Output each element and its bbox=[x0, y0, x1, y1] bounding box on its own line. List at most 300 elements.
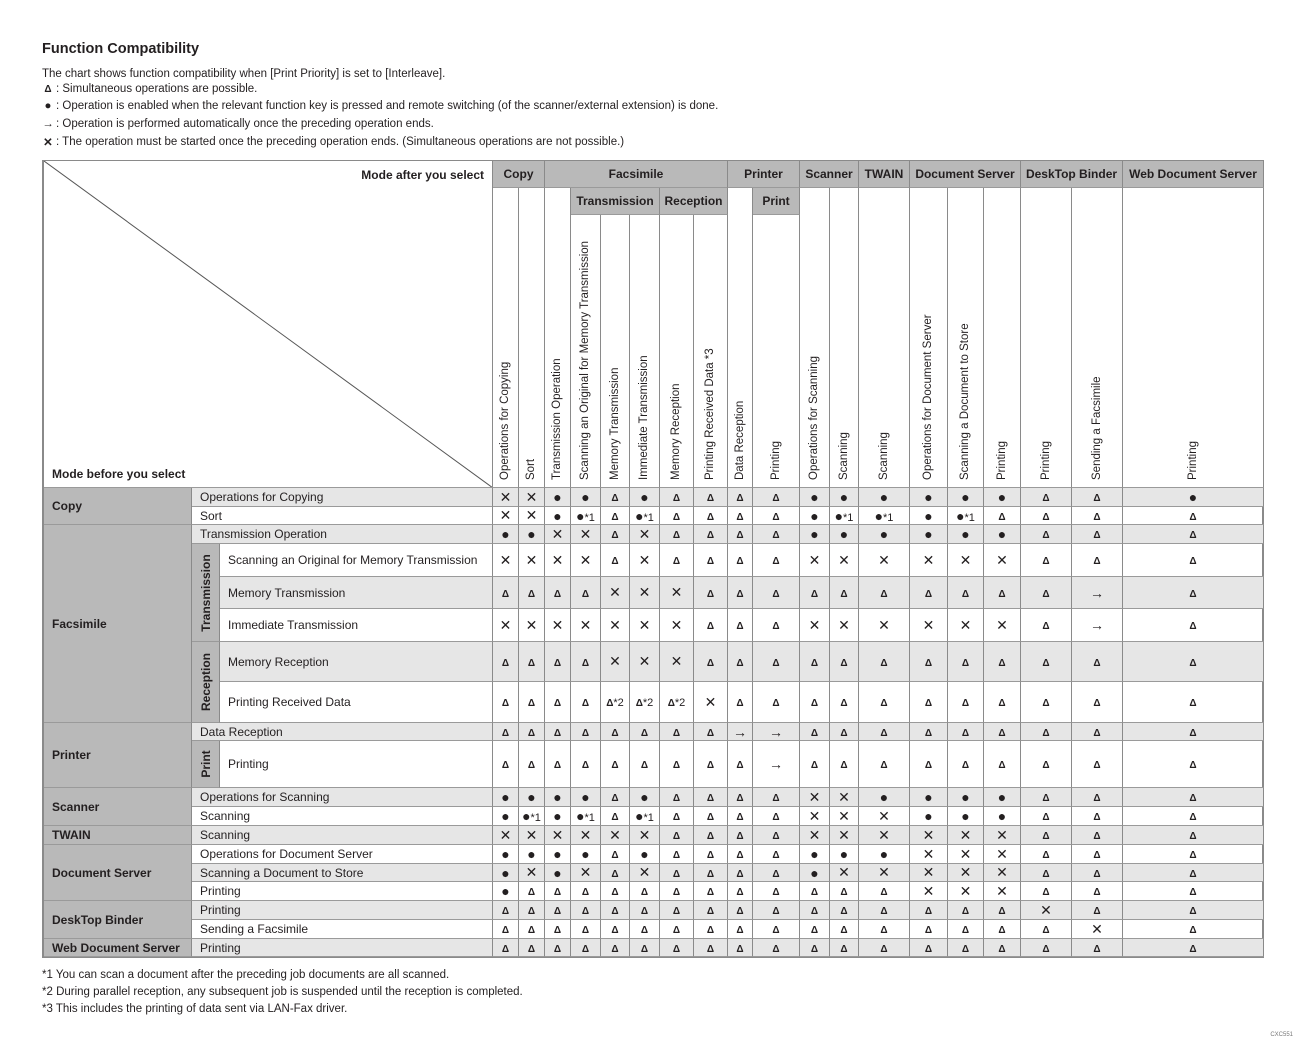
table-cell bbox=[948, 488, 984, 507]
triangle-icon: Δ bbox=[1093, 793, 1101, 804]
table-cell bbox=[984, 525, 1021, 544]
triangle-icon: Δ bbox=[672, 868, 681, 880]
table-cell bbox=[910, 920, 948, 939]
cell-value bbox=[526, 489, 538, 506]
table-cell bbox=[519, 544, 545, 577]
triangle-icon: Δ bbox=[1042, 812, 1050, 823]
cell-value bbox=[1042, 847, 1049, 861]
table-cell bbox=[728, 939, 753, 957]
cell-value bbox=[840, 526, 848, 542]
table-cell bbox=[1021, 507, 1072, 525]
cell-value bbox=[502, 655, 509, 669]
table-cell bbox=[545, 845, 571, 864]
filled-circle-icon: ● bbox=[581, 846, 590, 862]
column-header-label: Scanning bbox=[837, 432, 850, 480]
cell-value bbox=[772, 903, 779, 917]
table-cell bbox=[753, 488, 800, 507]
cell-value bbox=[772, 922, 779, 936]
triangle-icon: Δ bbox=[672, 760, 681, 771]
filled-circle-icon: ● bbox=[553, 846, 562, 862]
cell-value bbox=[998, 757, 1005, 771]
triangle-icon: Δ bbox=[611, 793, 619, 804]
table-cell bbox=[1072, 723, 1123, 741]
cell-value bbox=[1042, 790, 1049, 804]
column-header bbox=[694, 215, 728, 488]
triangle-icon: Δ bbox=[880, 698, 888, 709]
cell-value bbox=[528, 922, 535, 936]
table-cell bbox=[519, 864, 545, 882]
table-cell bbox=[1021, 609, 1072, 642]
triangle-icon: Δ bbox=[527, 760, 536, 771]
cell-value bbox=[639, 617, 651, 634]
cell-value bbox=[880, 884, 887, 898]
filled-circle-icon: ● bbox=[553, 808, 562, 824]
cell-value bbox=[611, 809, 618, 823]
cell-value bbox=[673, 809, 680, 823]
cell-value bbox=[878, 617, 890, 634]
triangle-icon: Δ bbox=[1042, 831, 1050, 842]
legend-tri-icon: Δ bbox=[44, 83, 52, 95]
cell-value bbox=[925, 903, 932, 917]
table-cell bbox=[545, 807, 571, 826]
cell-value bbox=[582, 757, 589, 771]
table-cell bbox=[601, 642, 630, 682]
filled-circle-icon: ● bbox=[640, 789, 649, 805]
triangle-icon: Δ bbox=[501, 657, 510, 669]
table-cell bbox=[660, 845, 694, 864]
table-cell bbox=[830, 864, 859, 882]
cell-value bbox=[733, 724, 747, 740]
triangle-icon: Δ bbox=[1189, 831, 1197, 842]
column-group-label: Document Server bbox=[915, 167, 1015, 181]
cell-value bbox=[707, 586, 714, 600]
table-cell bbox=[694, 723, 728, 741]
triangle-icon: Δ bbox=[706, 868, 715, 880]
cell-value bbox=[1189, 586, 1196, 600]
table-cell bbox=[601, 788, 630, 807]
cell-value bbox=[582, 695, 589, 709]
cell-value bbox=[580, 827, 592, 844]
row-label: Operations for Scanning bbox=[200, 790, 330, 804]
cell-value bbox=[611, 790, 618, 804]
cross-icon: ✕ bbox=[638, 584, 651, 600]
triangle-icon: Δ bbox=[1093, 727, 1101, 739]
cell-value bbox=[880, 903, 887, 917]
cell-value bbox=[962, 922, 969, 936]
triangle-icon: Δ bbox=[706, 925, 715, 936]
triangle-icon: Δ bbox=[527, 657, 536, 669]
cross-icon: ✕ bbox=[808, 616, 821, 633]
filled-circle-icon: ● bbox=[997, 489, 1007, 505]
table-cell bbox=[519, 920, 545, 939]
cell-value bbox=[962, 725, 969, 739]
triangle-icon: Δ bbox=[924, 906, 933, 917]
cell-value bbox=[878, 808, 890, 825]
triangle-icon: Δ bbox=[706, 760, 715, 771]
triangle-icon: Δ bbox=[706, 887, 715, 898]
filled-circle-icon: ● bbox=[879, 846, 889, 862]
arrow-right-icon: → bbox=[769, 756, 783, 772]
cell-value bbox=[772, 790, 779, 804]
cell-value bbox=[639, 584, 651, 601]
triangle-icon: Δ bbox=[581, 657, 590, 669]
footnote-ref: *1 bbox=[883, 511, 894, 524]
filled-circle-icon: ● bbox=[553, 507, 562, 524]
legend-arrow-icon: → bbox=[42, 117, 54, 130]
cell-value bbox=[1042, 757, 1049, 771]
filled-circle-icon: ● bbox=[527, 846, 536, 862]
cell-value bbox=[582, 586, 589, 600]
table-cell bbox=[948, 826, 984, 845]
triangle-icon: Δ bbox=[501, 760, 510, 771]
table-cell bbox=[948, 845, 984, 864]
cell-value bbox=[1189, 922, 1196, 936]
column-group-label: DeskTop Binder bbox=[1025, 167, 1118, 181]
cross-icon: ✕ bbox=[499, 507, 512, 523]
cell-value bbox=[736, 655, 743, 669]
filled-circle-icon: ● bbox=[879, 489, 889, 505]
cell-value bbox=[528, 757, 535, 771]
table-cell bbox=[728, 807, 753, 826]
cell-value bbox=[673, 790, 680, 804]
table-cell bbox=[630, 488, 660, 507]
triangle-icon: Δ bbox=[1093, 493, 1101, 504]
triangle-icon: Δ bbox=[736, 906, 744, 917]
table-cell bbox=[830, 788, 859, 807]
cell-value bbox=[923, 846, 935, 863]
table-cell bbox=[830, 507, 859, 525]
cell-value bbox=[923, 827, 935, 844]
table-cell bbox=[545, 682, 571, 723]
table-cell bbox=[545, 864, 571, 882]
filled-circle-icon: ● bbox=[581, 489, 590, 505]
table-cell bbox=[601, 682, 630, 723]
triangle-icon: Δ bbox=[924, 943, 933, 955]
cross-icon: ✕ bbox=[551, 616, 564, 633]
row-group-header bbox=[44, 826, 192, 845]
table-cell bbox=[859, 723, 910, 741]
cross-icon: ✕ bbox=[996, 551, 1008, 568]
cell-value bbox=[880, 846, 888, 862]
table-cell bbox=[728, 741, 753, 788]
triangle-icon: Δ bbox=[672, 530, 681, 541]
table-cell bbox=[859, 939, 910, 957]
row-label-cell bbox=[192, 920, 493, 939]
cross-icon: ✕ bbox=[838, 807, 850, 824]
cross-icon: ✕ bbox=[579, 616, 592, 633]
cell-value bbox=[1093, 847, 1100, 861]
triangle-icon: Δ bbox=[672, 943, 681, 955]
triangle-icon: Δ bbox=[581, 588, 590, 600]
table-cell bbox=[830, 544, 859, 577]
cell-value bbox=[611, 725, 618, 739]
cell-value bbox=[673, 757, 680, 771]
cross-icon: ✕ bbox=[579, 826, 592, 843]
cell-value bbox=[996, 883, 1008, 900]
table-cell bbox=[800, 507, 830, 525]
cell-value bbox=[769, 756, 783, 772]
table-cell bbox=[571, 864, 601, 882]
cell-value bbox=[500, 489, 512, 506]
cross-icon: ✕ bbox=[525, 507, 538, 523]
triangle-icon: Δ bbox=[1189, 588, 1197, 600]
cell-value bbox=[1093, 695, 1100, 709]
row-group-label: Printer bbox=[52, 748, 91, 762]
table-cell bbox=[571, 901, 601, 920]
cell-value bbox=[736, 490, 743, 504]
table-cell bbox=[753, 939, 800, 957]
cell-value bbox=[673, 903, 680, 917]
cell-value bbox=[673, 828, 680, 842]
table-cell bbox=[800, 882, 830, 901]
table-cell bbox=[694, 507, 728, 525]
table-cell bbox=[984, 939, 1021, 957]
legend-item bbox=[42, 100, 718, 112]
table-cell bbox=[728, 845, 753, 864]
triangle-icon: Δ bbox=[810, 727, 819, 739]
cell-value bbox=[962, 941, 969, 955]
table-cell bbox=[830, 642, 859, 682]
column-header-label: Printing bbox=[1039, 441, 1052, 480]
triangle-icon: Δ bbox=[998, 727, 1006, 739]
triangle-icon: Δ bbox=[706, 850, 715, 861]
cell-value bbox=[996, 864, 1008, 881]
triangle-icon: Δ bbox=[810, 887, 819, 898]
table-cell bbox=[601, 901, 630, 920]
table-cell bbox=[984, 741, 1021, 788]
triangle-icon: Δ bbox=[961, 698, 970, 709]
cell-value bbox=[581, 489, 589, 505]
table-cell bbox=[1072, 741, 1123, 788]
table-cell bbox=[1072, 642, 1123, 682]
cell-value bbox=[962, 655, 969, 669]
table-cell bbox=[519, 525, 545, 544]
cell-value bbox=[925, 757, 932, 771]
column-subgroup-header bbox=[660, 188, 728, 215]
cell-value bbox=[502, 695, 509, 709]
triangle-icon: Δ bbox=[961, 943, 970, 955]
cell-value bbox=[673, 922, 680, 936]
row-subgroup-label: Reception bbox=[198, 652, 213, 712]
table-cell bbox=[984, 682, 1021, 723]
cell-value bbox=[673, 527, 680, 541]
triangle-icon: Δ bbox=[527, 588, 536, 600]
table-cell bbox=[630, 864, 660, 882]
triangle-icon: Δ bbox=[611, 887, 619, 898]
cell-value bbox=[553, 508, 561, 524]
footnote-ref: *1 bbox=[530, 812, 541, 824]
column-group-header bbox=[1123, 161, 1264, 188]
cell-value bbox=[1042, 586, 1049, 600]
table-cell bbox=[1072, 507, 1123, 525]
row-label: Data Reception bbox=[200, 724, 283, 739]
table-cell bbox=[493, 723, 519, 741]
triangle-icon: Δ bbox=[880, 727, 888, 739]
cell-value bbox=[1189, 903, 1196, 917]
cell-value bbox=[1042, 941, 1049, 955]
table-cell bbox=[660, 939, 694, 957]
cross-icon: ✕ bbox=[922, 551, 935, 568]
cell-value bbox=[809, 617, 821, 634]
table-cell bbox=[694, 901, 728, 920]
triangle-icon: Δ bbox=[611, 812, 619, 823]
cell-value bbox=[609, 653, 621, 670]
table-cell bbox=[545, 939, 571, 957]
column-group-label: Printer bbox=[744, 167, 783, 181]
cell-value bbox=[809, 808, 821, 825]
row-label-cell bbox=[192, 488, 493, 507]
table-cell bbox=[601, 826, 630, 845]
triangle-icon: Δ bbox=[880, 906, 888, 917]
table-cell bbox=[800, 741, 830, 788]
cell-value bbox=[609, 827, 621, 844]
cross-icon: ✕ bbox=[670, 584, 683, 600]
table-cell bbox=[1021, 723, 1072, 741]
cross-icon: ✕ bbox=[499, 551, 512, 568]
cell-value bbox=[996, 552, 1008, 569]
cross-icon: ✕ bbox=[638, 653, 651, 669]
table-cell bbox=[571, 642, 601, 682]
table-cell bbox=[493, 609, 519, 642]
table-cell bbox=[630, 845, 660, 864]
cell-value bbox=[641, 941, 648, 955]
filled-circle-icon: ● bbox=[924, 808, 933, 824]
cell-value bbox=[611, 903, 618, 917]
triangle-icon: Δ bbox=[998, 588, 1006, 600]
footnote-ref: *1 bbox=[964, 511, 975, 524]
column-group-header bbox=[859, 161, 910, 188]
triangle-icon: Δ bbox=[1093, 850, 1101, 861]
triangle-icon: Δ bbox=[1042, 530, 1050, 541]
triangle-icon: Δ bbox=[1093, 887, 1101, 898]
cell-value bbox=[580, 617, 592, 634]
table-cell bbox=[1021, 788, 1072, 807]
triangle-icon: Δ bbox=[810, 943, 819, 955]
triangle-icon: Δ bbox=[640, 727, 649, 739]
table-cell bbox=[1123, 488, 1264, 507]
table-cell bbox=[630, 577, 660, 609]
triangle-icon: Δ bbox=[772, 698, 780, 709]
cell-value bbox=[576, 808, 595, 824]
cross-icon: ✕ bbox=[838, 616, 850, 633]
cross-icon: ✕ bbox=[996, 826, 1008, 843]
cross-icon: ✕ bbox=[996, 882, 1008, 899]
cell-value bbox=[838, 808, 850, 825]
cell-value bbox=[924, 789, 932, 805]
table-cell bbox=[571, 544, 601, 577]
table-cell bbox=[830, 826, 859, 845]
triangle-icon: Δ bbox=[611, 925, 619, 936]
table-cell bbox=[948, 642, 984, 682]
table-cell bbox=[859, 901, 910, 920]
table-cell bbox=[630, 525, 660, 544]
triangle-icon: Δ bbox=[772, 943, 780, 955]
cell-value bbox=[1189, 866, 1196, 880]
cell-value bbox=[1042, 695, 1049, 709]
triangle-icon: Δ bbox=[736, 511, 744, 523]
table-cell bbox=[1072, 807, 1123, 826]
table-cell bbox=[728, 642, 753, 682]
table-cell bbox=[753, 642, 800, 682]
column-header-label: Sort bbox=[525, 458, 537, 480]
triangle-icon: Δ bbox=[880, 657, 888, 669]
cell-value bbox=[810, 508, 818, 524]
triangle-icon: Δ bbox=[581, 698, 590, 709]
table-cell bbox=[493, 741, 519, 788]
triangle-icon: Δ bbox=[1189, 887, 1197, 898]
cell-value bbox=[1189, 757, 1196, 771]
triangle-icon: Δ bbox=[1189, 727, 1197, 739]
figure-code: CXC551 bbox=[1270, 1032, 1293, 1038]
corner-cell bbox=[44, 161, 493, 488]
cell-value bbox=[580, 526, 592, 543]
cell-value bbox=[501, 865, 509, 881]
table-cell bbox=[800, 864, 830, 882]
column-group-header bbox=[545, 161, 728, 188]
cell-value bbox=[707, 618, 714, 632]
cell-value bbox=[673, 509, 680, 523]
triangle-icon: Δ bbox=[1042, 793, 1050, 804]
table-cell bbox=[753, 807, 800, 826]
column-header-label: Transmission Operation bbox=[551, 358, 563, 480]
triangle-icon: Δ bbox=[667, 698, 675, 709]
cell-value bbox=[923, 883, 935, 900]
table-cell bbox=[859, 741, 910, 788]
column-header bbox=[1072, 188, 1123, 488]
cell-value bbox=[1042, 655, 1049, 669]
triangle-icon: Δ bbox=[553, 760, 562, 771]
column-header-label: Operations for Scanning bbox=[808, 355, 820, 480]
cell-value bbox=[1093, 725, 1100, 739]
table-cell bbox=[694, 788, 728, 807]
cell-value bbox=[611, 941, 618, 955]
column-header-label: Scanning bbox=[877, 432, 890, 480]
table-cell bbox=[728, 882, 753, 901]
row-group-label: DeskTop Binder bbox=[52, 912, 144, 927]
cell-value bbox=[880, 757, 887, 771]
triangle-icon: Δ bbox=[706, 793, 715, 804]
triangle-icon: Δ bbox=[1042, 925, 1050, 936]
triangle-icon: Δ bbox=[1042, 588, 1050, 600]
table-cell bbox=[1021, 682, 1072, 723]
triangle-icon: Δ bbox=[772, 493, 780, 504]
table-cell bbox=[493, 826, 519, 845]
table-cell bbox=[630, 642, 660, 682]
cross-icon: ✕ bbox=[878, 551, 890, 568]
cell-value bbox=[1040, 902, 1052, 919]
triangle-icon: Δ bbox=[706, 943, 715, 955]
column-group-header bbox=[1021, 161, 1123, 188]
table-cell bbox=[910, 939, 948, 957]
cell-value bbox=[772, 941, 779, 955]
cell-value bbox=[528, 903, 535, 917]
cell-value bbox=[960, 846, 972, 863]
cell-value bbox=[639, 864, 651, 881]
triangle-icon: Δ bbox=[1189, 657, 1197, 669]
cross-icon: ✕ bbox=[525, 826, 538, 843]
table-cell bbox=[519, 723, 545, 741]
cell-value bbox=[1093, 757, 1100, 771]
cell-value bbox=[609, 584, 621, 601]
cell-value bbox=[1042, 809, 1049, 823]
table-cell bbox=[830, 525, 859, 544]
table-cell bbox=[728, 577, 753, 609]
table-cell bbox=[910, 507, 948, 525]
triangle-icon: Δ bbox=[553, 698, 562, 709]
cell-value bbox=[838, 617, 850, 634]
row-label: Operations for Copying bbox=[200, 490, 324, 504]
table-cell bbox=[859, 642, 910, 682]
